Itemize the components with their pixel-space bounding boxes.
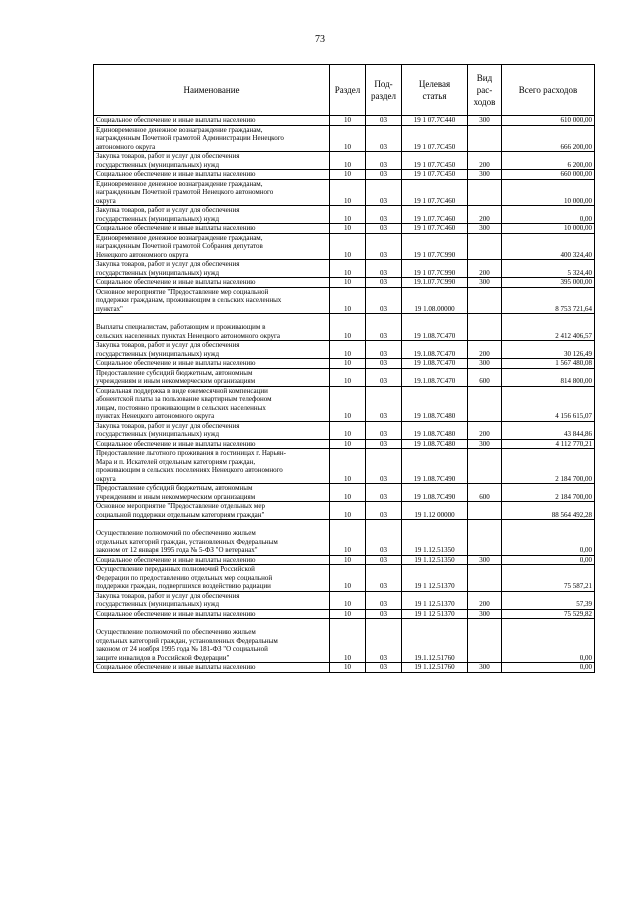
row-target-cell: 19 1.12.51350 <box>402 520 468 556</box>
row-kind-cell: 300 <box>468 439 502 449</box>
row-kind-cell: 300 <box>468 224 502 234</box>
row-kind-cell: 200 <box>468 591 502 609</box>
row-target-cell: 19 1.12.51350 <box>402 555 468 565</box>
header-total: Всего расходов <box>502 65 595 116</box>
row-name-cell: Осуществление полномочий по обеспечению жильем отдельных категорий граждан, установленных Федеральным законом от 12 января 1995 года № 5-ФЗ "О ветеранах" <box>94 520 330 556</box>
row-total-cell: 666 200,00 <box>502 125 595 152</box>
row-subsection-cell: 03 <box>366 359 402 369</box>
row-section-cell: 10 <box>330 502 366 520</box>
row-total-cell: 8 753 721,64 <box>502 287 595 314</box>
row-kind-cell: 200 <box>468 260 502 278</box>
row-subsection-cell: 03 <box>366 314 402 341</box>
row-section-cell: 10 <box>330 368 366 386</box>
row-total-cell: 395 000,00 <box>502 278 595 288</box>
header-subsection: Под- раздел <box>366 65 402 116</box>
row-subsection-cell: 03 <box>366 125 402 152</box>
row-section-cell: 10 <box>330 233 366 260</box>
row-total-cell: 0,00 <box>502 206 595 224</box>
table-row <box>94 287 595 314</box>
row-kind-cell: 300 <box>468 555 502 565</box>
row-total-cell: 0,00 <box>502 619 595 663</box>
row-kind-cell <box>468 386 502 421</box>
row-subsection-cell: 03 <box>366 663 402 673</box>
row-name-cell: Единовременное денежное вознаграждение гражданам, награжденным Почетной грамотой Собрания депутатов Ненецкого автономного округа <box>94 233 330 260</box>
row-section-cell: 10 <box>330 125 366 152</box>
row-kind-cell: 300 <box>468 170 502 180</box>
header-name: Наименование <box>94 65 330 116</box>
row-subsection-cell: 03 <box>366 386 402 421</box>
row-subsection-cell: 03 <box>366 170 402 180</box>
table-row <box>94 233 595 260</box>
row-target-cell: 19.1.07.7С990 <box>402 278 468 288</box>
row-section-cell: 10 <box>330 179 366 206</box>
row-kind-cell <box>468 287 502 314</box>
row-total-cell: 75 529,82 <box>502 609 595 619</box>
table-row <box>94 224 595 234</box>
row-kind-cell: 300 <box>468 359 502 369</box>
row-name-cell: Закупка товаров, работ и услуг для обеспечения государственных (муниципальных) нужд <box>94 152 330 170</box>
row-subsection-cell: 03 <box>366 206 402 224</box>
row-total-cell: 2 412 406,57 <box>502 314 595 341</box>
row-name-cell: Основное мероприятие "Предоставление мер социальной поддержки гражданам, проживающим в сельских населенных пунктах" <box>94 287 330 314</box>
row-subsection-cell: 03 <box>366 233 402 260</box>
table-row <box>94 421 595 439</box>
row-target-cell: 19 1.08.7С480 <box>402 386 468 421</box>
table-row <box>94 439 595 449</box>
row-total-cell: 1 567 480,08 <box>502 359 595 369</box>
row-name-cell: Закупка товаров, работ и услуг для обеспечения государственных (муниципальных) нужд <box>94 591 330 609</box>
row-kind-cell <box>468 502 502 520</box>
row-name-cell: Социальное обеспечение и иные выплаты населению <box>94 278 330 288</box>
table-row <box>94 116 595 126</box>
budget-table <box>93 64 595 673</box>
row-subsection-cell: 03 <box>366 449 402 484</box>
row-name-cell: Предоставление субсидий бюджетным, автономным учреждениям и иным некоммерческим организациям <box>94 368 330 386</box>
table-row <box>94 179 595 206</box>
row-section-cell: 10 <box>330 278 366 288</box>
row-section-cell: 10 <box>330 555 366 565</box>
row-target-cell: 19 1 07.7С460 <box>402 179 468 206</box>
row-subsection-cell: 03 <box>366 278 402 288</box>
table-header-row <box>94 65 595 116</box>
row-kind-cell <box>468 565 502 592</box>
row-target-cell: 19.1.08.7С470 <box>402 341 468 359</box>
row-subsection-cell: 03 <box>366 565 402 592</box>
row-subsection-cell: 03 <box>366 421 402 439</box>
row-name-cell: Закупка товаров, работ и услуг для обеспечения государственных (муниципальных) нужд <box>94 421 330 439</box>
row-target-cell: 19.1.08.7С470 <box>402 368 468 386</box>
row-target-cell: 19 1.12.51760 <box>402 663 468 673</box>
row-section-cell: 10 <box>330 520 366 556</box>
row-kind-cell <box>468 179 502 206</box>
table-row <box>94 663 595 673</box>
row-kind-cell <box>468 125 502 152</box>
table-row <box>94 591 595 609</box>
row-target-cell: 19 1.08.7С490 <box>402 484 468 502</box>
row-total-cell: 10 000,00 <box>502 224 595 234</box>
row-subsection-cell: 03 <box>366 619 402 663</box>
row-kind-cell: 300 <box>468 278 502 288</box>
row-name-cell: Социальное обеспечение и иные выплаты населению <box>94 555 330 565</box>
row-target-cell: 19 1.07.7С460 <box>402 206 468 224</box>
row-name-cell: Закупка товаров, работ и услуг для обеспечения государственных (муниципальных) нужд <box>94 341 330 359</box>
row-subsection-cell: 03 <box>366 555 402 565</box>
row-target-cell: 19 1 12.51370 <box>402 565 468 592</box>
row-total-cell: 6 200,00 <box>502 152 595 170</box>
row-section-cell: 10 <box>330 224 366 234</box>
row-section-cell: 10 <box>330 663 366 673</box>
row-kind-cell: 600 <box>468 484 502 502</box>
row-target-cell: 19 1 07.7С440 <box>402 116 468 126</box>
row-total-cell: 30 126,49 <box>502 341 595 359</box>
table-row <box>94 125 595 152</box>
row-kind-cell: 200 <box>468 421 502 439</box>
row-total-cell: 43 844,86 <box>502 421 595 439</box>
row-kind-cell <box>468 520 502 556</box>
row-total-cell: 400 324,40 <box>502 233 595 260</box>
row-kind-cell: 300 <box>468 609 502 619</box>
table-row <box>94 484 595 502</box>
row-target-cell: 19 1 12 51370 <box>402 609 468 619</box>
row-total-cell: 75 587,21 <box>502 565 595 592</box>
row-section-cell: 10 <box>330 439 366 449</box>
row-total-cell: 0,00 <box>502 663 595 673</box>
row-name-cell: Социальное обеспечение и иные выплаты населению <box>94 663 330 673</box>
row-name-cell: Социальная поддержка в виде ежемесячной компенсации абонентской платы за пользование квартирным телефоном лицам, постоянно проживающим в сельских населенных пунктах Ненецкого автономного округа <box>94 386 330 421</box>
row-section-cell: 10 <box>330 449 366 484</box>
row-target-cell: 19 1.08.7С470 <box>402 359 468 369</box>
row-target-cell: 19 1 07.7С460 <box>402 224 468 234</box>
table-row <box>94 170 595 180</box>
row-section-cell: 10 <box>330 314 366 341</box>
row-section-cell: 10 <box>330 484 366 502</box>
row-total-cell: 88 564 492,28 <box>502 502 595 520</box>
row-total-cell: 4 156 615,07 <box>502 386 595 421</box>
row-section-cell: 10 <box>330 260 366 278</box>
row-total-cell: 610 000,00 <box>502 116 595 126</box>
table-row <box>94 520 595 556</box>
row-target-cell: 19 1 07.7С990 <box>402 233 468 260</box>
row-subsection-cell: 03 <box>366 287 402 314</box>
row-target-cell: 19 1.08.7С470 <box>402 314 468 341</box>
row-section-cell: 10 <box>330 206 366 224</box>
row-name-cell: Социальное обеспечение и иные выплаты населению <box>94 116 330 126</box>
row-target-cell: 19 1 07.7С450 <box>402 152 468 170</box>
row-subsection-cell: 03 <box>366 591 402 609</box>
row-total-cell: 57,39 <box>502 591 595 609</box>
row-name-cell: Основное мероприятие "Предоставление отдельных мер социальной поддержки отдельным категориям граждан" <box>94 502 330 520</box>
row-name-cell: Социальное обеспечение и иные выплаты населению <box>94 224 330 234</box>
table-row <box>94 565 595 592</box>
table-row <box>94 609 595 619</box>
row-subsection-cell: 03 <box>366 484 402 502</box>
row-section-cell: 10 <box>330 359 366 369</box>
row-name-cell: Единовременное денежное вознаграждение гражданам, награжденным Почетной грамотой Ненецкого автономного округа <box>94 179 330 206</box>
row-name-cell: Предоставление льготного проживания в гостиницах г. Нарьян- Мара и п. Искателей отдельным категориям граждан, проживающим в сельских поселениях Ненецкого автономного округа <box>94 449 330 484</box>
row-total-cell: 10 000,00 <box>502 179 595 206</box>
row-section-cell: 10 <box>330 287 366 314</box>
row-name-cell: Закупка товаров, работ и услуг для обеспечения государственных (муниципальных) нужд <box>94 206 330 224</box>
row-target-cell: 19 1 07.7С450 <box>402 125 468 152</box>
row-total-cell: 660 000,00 <box>502 170 595 180</box>
row-kind-cell <box>468 619 502 663</box>
row-target-cell: 19 1.12 00000 <box>402 502 468 520</box>
row-section-cell: 10 <box>330 341 366 359</box>
row-name-cell: Единовременное денежное вознаграждение гражданам, награжденным Почетной грамотой Администрации Ненецкого автономного округа <box>94 125 330 152</box>
row-subsection-cell: 03 <box>366 224 402 234</box>
row-kind-cell: 200 <box>468 206 502 224</box>
table-row <box>94 314 595 341</box>
row-subsection-cell: 03 <box>366 368 402 386</box>
table-row <box>94 260 595 278</box>
row-name-cell: Социальное обеспечение и иные выплаты населению <box>94 359 330 369</box>
row-total-cell: 5 324,40 <box>502 260 595 278</box>
row-kind-cell <box>468 314 502 341</box>
table-row <box>94 278 595 288</box>
table-row <box>94 341 595 359</box>
row-name-cell: Социальное обеспечение и иные выплаты населению <box>94 609 330 619</box>
row-name-cell: Закупка товаров, работ и услуг для обеспечения государственных (муниципальных) нужд <box>94 260 330 278</box>
row-subsection-cell: 03 <box>366 609 402 619</box>
row-subsection-cell: 03 <box>366 502 402 520</box>
row-kind-cell: 600 <box>468 368 502 386</box>
page-number: 73 <box>315 34 325 45</box>
row-name-cell: Выплаты специалистам, работающим и проживающим в сельских населенных пунктах Ненецкого автономного округа <box>94 314 330 341</box>
row-section-cell: 10 <box>330 565 366 592</box>
table-row <box>94 555 595 565</box>
row-subsection-cell: 03 <box>366 341 402 359</box>
row-kind-cell: 200 <box>468 152 502 170</box>
table-row <box>94 386 595 421</box>
header-kind: Вид рас- ходов <box>468 65 502 116</box>
row-name-cell: Осуществление полномочий по обеспечению жильем отдельных категорий граждан, установленных Федеральным законом от 24 ноября 1995 года № 181-ФЗ "О социальной защите инвалидов в Российской Федерации" <box>94 619 330 663</box>
row-kind-cell: 300 <box>468 116 502 126</box>
table-row <box>94 449 595 484</box>
row-target-cell: 19 1 12.51370 <box>402 591 468 609</box>
row-total-cell: 2 184 700,00 <box>502 484 595 502</box>
row-kind-cell: 200 <box>468 341 502 359</box>
row-target-cell: 19 1.08.7С480 <box>402 421 468 439</box>
row-target-cell: 19 1.08.7С490 <box>402 449 468 484</box>
table-row <box>94 368 595 386</box>
table-row <box>94 502 595 520</box>
row-section-cell: 10 <box>330 170 366 180</box>
row-subsection-cell: 03 <box>366 152 402 170</box>
row-section-cell: 10 <box>330 609 366 619</box>
row-subsection-cell: 03 <box>366 260 402 278</box>
row-section-cell: 10 <box>330 386 366 421</box>
table-row <box>94 619 595 663</box>
row-section-cell: 10 <box>330 152 366 170</box>
row-target-cell: 19 1 07.7С990 <box>402 260 468 278</box>
table-row <box>94 152 595 170</box>
row-total-cell: 4 112 770,21 <box>502 439 595 449</box>
row-total-cell: 2 184 700,00 <box>502 449 595 484</box>
table-row <box>94 359 595 369</box>
row-section-cell: 10 <box>330 619 366 663</box>
row-kind-cell <box>468 233 502 260</box>
row-name-cell: Социальное обеспечение и иные выплаты населению <box>94 439 330 449</box>
row-total-cell: 0,00 <box>502 555 595 565</box>
table-row <box>94 206 595 224</box>
row-target-cell: 19 1.08.00000 <box>402 287 468 314</box>
row-section-cell: 10 <box>330 421 366 439</box>
row-target-cell: 19.1.12.51760 <box>402 619 468 663</box>
row-subsection-cell: 03 <box>366 520 402 556</box>
row-target-cell: 19 1.08.7С480 <box>402 439 468 449</box>
row-section-cell: 10 <box>330 116 366 126</box>
row-target-cell: 19 1 07.7С450 <box>402 170 468 180</box>
row-section-cell: 10 <box>330 591 366 609</box>
row-total-cell: 0,00 <box>502 520 595 556</box>
row-name-cell: Предоставление субсидий бюджетным, автономным учреждениям и иным некоммерческим организациям <box>94 484 330 502</box>
row-kind-cell <box>468 449 502 484</box>
row-subsection-cell: 03 <box>366 116 402 126</box>
header-target: Целевая статья <box>402 65 468 116</box>
row-name-cell: Осуществление переданных полномочий Российской Федерации по предоставлению отдельных мер социальной поддержки граждан, подвергшихся воздействию радиации <box>94 565 330 592</box>
header-section: Раздел <box>330 65 366 116</box>
row-total-cell: 814 800,00 <box>502 368 595 386</box>
row-subsection-cell: 03 <box>366 179 402 206</box>
row-kind-cell: 300 <box>468 663 502 673</box>
row-name-cell: Социальное обеспечение и иные выплаты населению <box>94 170 330 180</box>
row-subsection-cell: 03 <box>366 439 402 449</box>
